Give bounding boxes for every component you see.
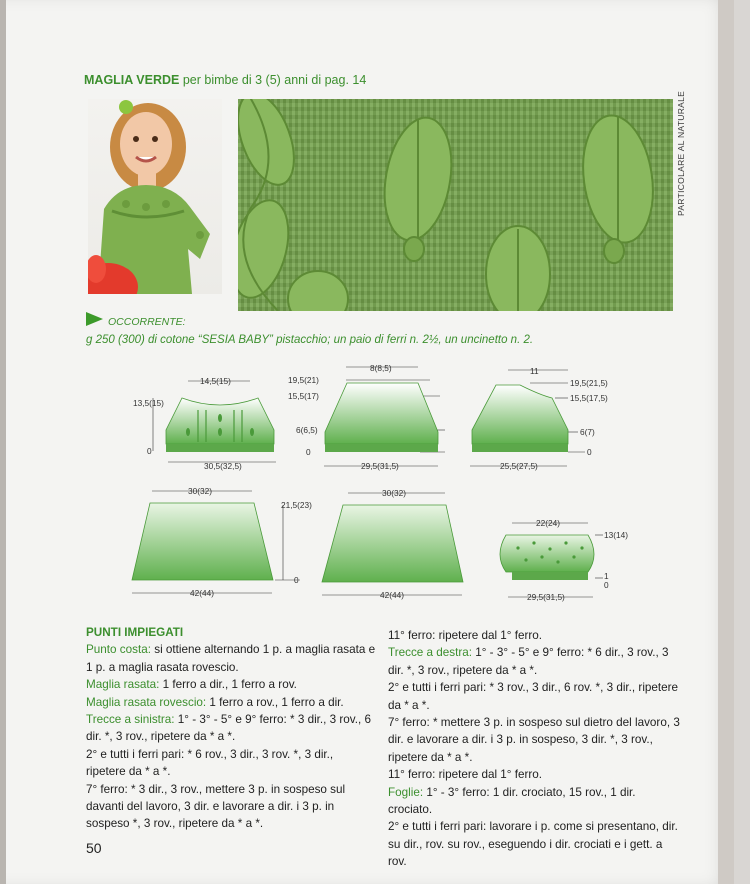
dim-yoke-b: 1 xyxy=(604,571,609,581)
yoke-shape xyxy=(500,535,594,572)
dim-skirt2-top: 30(32) xyxy=(382,488,406,498)
dim-front-bottom: 30,5(32,5) xyxy=(204,461,242,471)
dim-sleeve-bottom: 29,5(31,5) xyxy=(361,461,399,471)
sleeve-rib xyxy=(325,444,438,452)
dim-back-bottom: 25,5(27,5) xyxy=(500,461,538,471)
vertical-caption: PARTICOLARE AL NATURALE xyxy=(676,90,686,216)
dim-front-left: 13,5(15) xyxy=(133,398,164,408)
page-number: 50 xyxy=(86,840,102,856)
dim-yoke-top: 22(24) xyxy=(536,518,560,528)
stitch-paragraph: Maglia rasata: 1 ferro a dir., 1 ferro a rov. xyxy=(86,678,297,692)
stitch-paragraph: Punto costa: si ottiene alternando 1 p. a maglia rasata e 1 p. a maglia rasata rovescio. xyxy=(86,643,376,674)
dim-back-c: 6(7) xyxy=(580,427,595,437)
stitch-paragraph: 2° e tutti i ferri pari: * 6 rov., 3 dir., 3 rov. *, 3 dir., ripetere da * a *. xyxy=(86,747,334,779)
pattern-title-bold: MAGLIA VERDE xyxy=(84,73,180,87)
stitch-paragraph: Maglia rasata rovescio: 1 ferro a rov., 1 ferro a dir. xyxy=(86,695,344,709)
stitch-paragraph: 2° e tutti i ferri pari: lavorare i p. come si presentano, dir. su dir., rov. su rov., eseguendo i dir. crociati e i gett. a rov. xyxy=(388,820,678,869)
dim-skirt1-bottom: 42(44) xyxy=(190,588,214,598)
stitches-column-right xyxy=(388,627,680,871)
dim-sleeve-c: 6(6,5) xyxy=(296,425,318,435)
dim-skirt-zero: 0 xyxy=(294,575,299,585)
stitch-paragraph: 11° ferro: ripetere dal 1° ferro. xyxy=(388,629,542,642)
stitch-paragraph: Foglie: 1° - 3° ferro: 1 dir. crociato, 15 rov., 1 dir. crociato. xyxy=(388,785,636,817)
dim-skirt-height: 21,5(23) xyxy=(281,500,312,510)
dim-sleeve-b: 15,5(17) xyxy=(288,391,319,401)
dim-sleeve-top: 8(8,5) xyxy=(370,363,392,373)
dim-sleeve-zero: 0 xyxy=(306,447,311,457)
dim-front-top: 14,5(15) xyxy=(200,376,231,386)
stitches-heading: PUNTI IMPIEGATI xyxy=(86,626,184,639)
dim-back-zero: 0 xyxy=(587,447,592,457)
dim-yoke-bottom: 29,5(31,5) xyxy=(527,592,565,602)
skirt-front-shape xyxy=(132,503,273,580)
yoke-band xyxy=(512,572,588,580)
dim-yoke-zero: 0 xyxy=(604,580,609,590)
occorrente-label: OCCORRENTE: xyxy=(108,316,186,328)
dim-back-b: 15,5(17,5) xyxy=(570,393,608,403)
skirt-back-shape xyxy=(322,505,463,582)
stitch-paragraph: Trecce a destra: 1° - 3° - 5° e 9° ferro: * 6 dir., 3 rov., 3 dir. *, 3 rov., ripetere da * a *. xyxy=(388,646,669,677)
stitch-paragraph: 2° e tutti i ferri pari: * 3 rov., 3 dir., 6 rov. *, 3 dir., ripetere da * a *. xyxy=(388,681,679,712)
stitch-paragraph: 7° ferro: * mettere 3 p. in sospeso sul dietro del lavoro, 3 dir. e lavorare a dir. i 3 p. in sospeso, 3 dir. *, 3 rov., ripetere da * a *. xyxy=(388,716,680,764)
occorrente-text: g 250 (300) di cotone “SESIA BABY” pistacchio; un paio di ferri n. 2½, un uncinetto n. 2. xyxy=(86,334,534,346)
stitch-paragraph: Trecce a sinistra: 1° - 3° - 5° e 9° ferro: * 3 dir., 3 rov., 6 dir. *, 3 rov., ripetere da * a *. xyxy=(86,713,372,744)
stitch-paragraph: 11° ferro: ripetere dal 1° ferro. xyxy=(388,768,542,782)
sleeve-shape xyxy=(325,383,438,444)
stitch-paragraph: 7° ferro: * 3 dir., 3 rov., mettere 3 p. in sospeso sul davanti del lavoro, 3 dir. e lavorare a dir. i 3 p. in sospeso *, 3 rov., ripetere da * a *. xyxy=(86,782,346,831)
dim-front-zero: 0 xyxy=(147,446,152,456)
dim-back-a: 19,5(21,5) xyxy=(570,378,608,388)
back-rib xyxy=(472,444,568,452)
pattern-title-rest: per bimbe di 3 (5) anni di pag. 14 xyxy=(179,73,367,87)
dim-back-top: 11 xyxy=(530,366,539,376)
dim-skirt1-top: 30(32) xyxy=(188,486,212,496)
dim-yoke-a: 13(14) xyxy=(604,530,628,540)
stitches-column-left xyxy=(86,624,376,833)
dim-skirt2-bottom: 42(44) xyxy=(380,590,404,600)
dim-sleeve-a: 19,5(21) xyxy=(288,375,319,385)
back-piece-shape xyxy=(472,385,568,444)
front-rib xyxy=(166,444,274,452)
